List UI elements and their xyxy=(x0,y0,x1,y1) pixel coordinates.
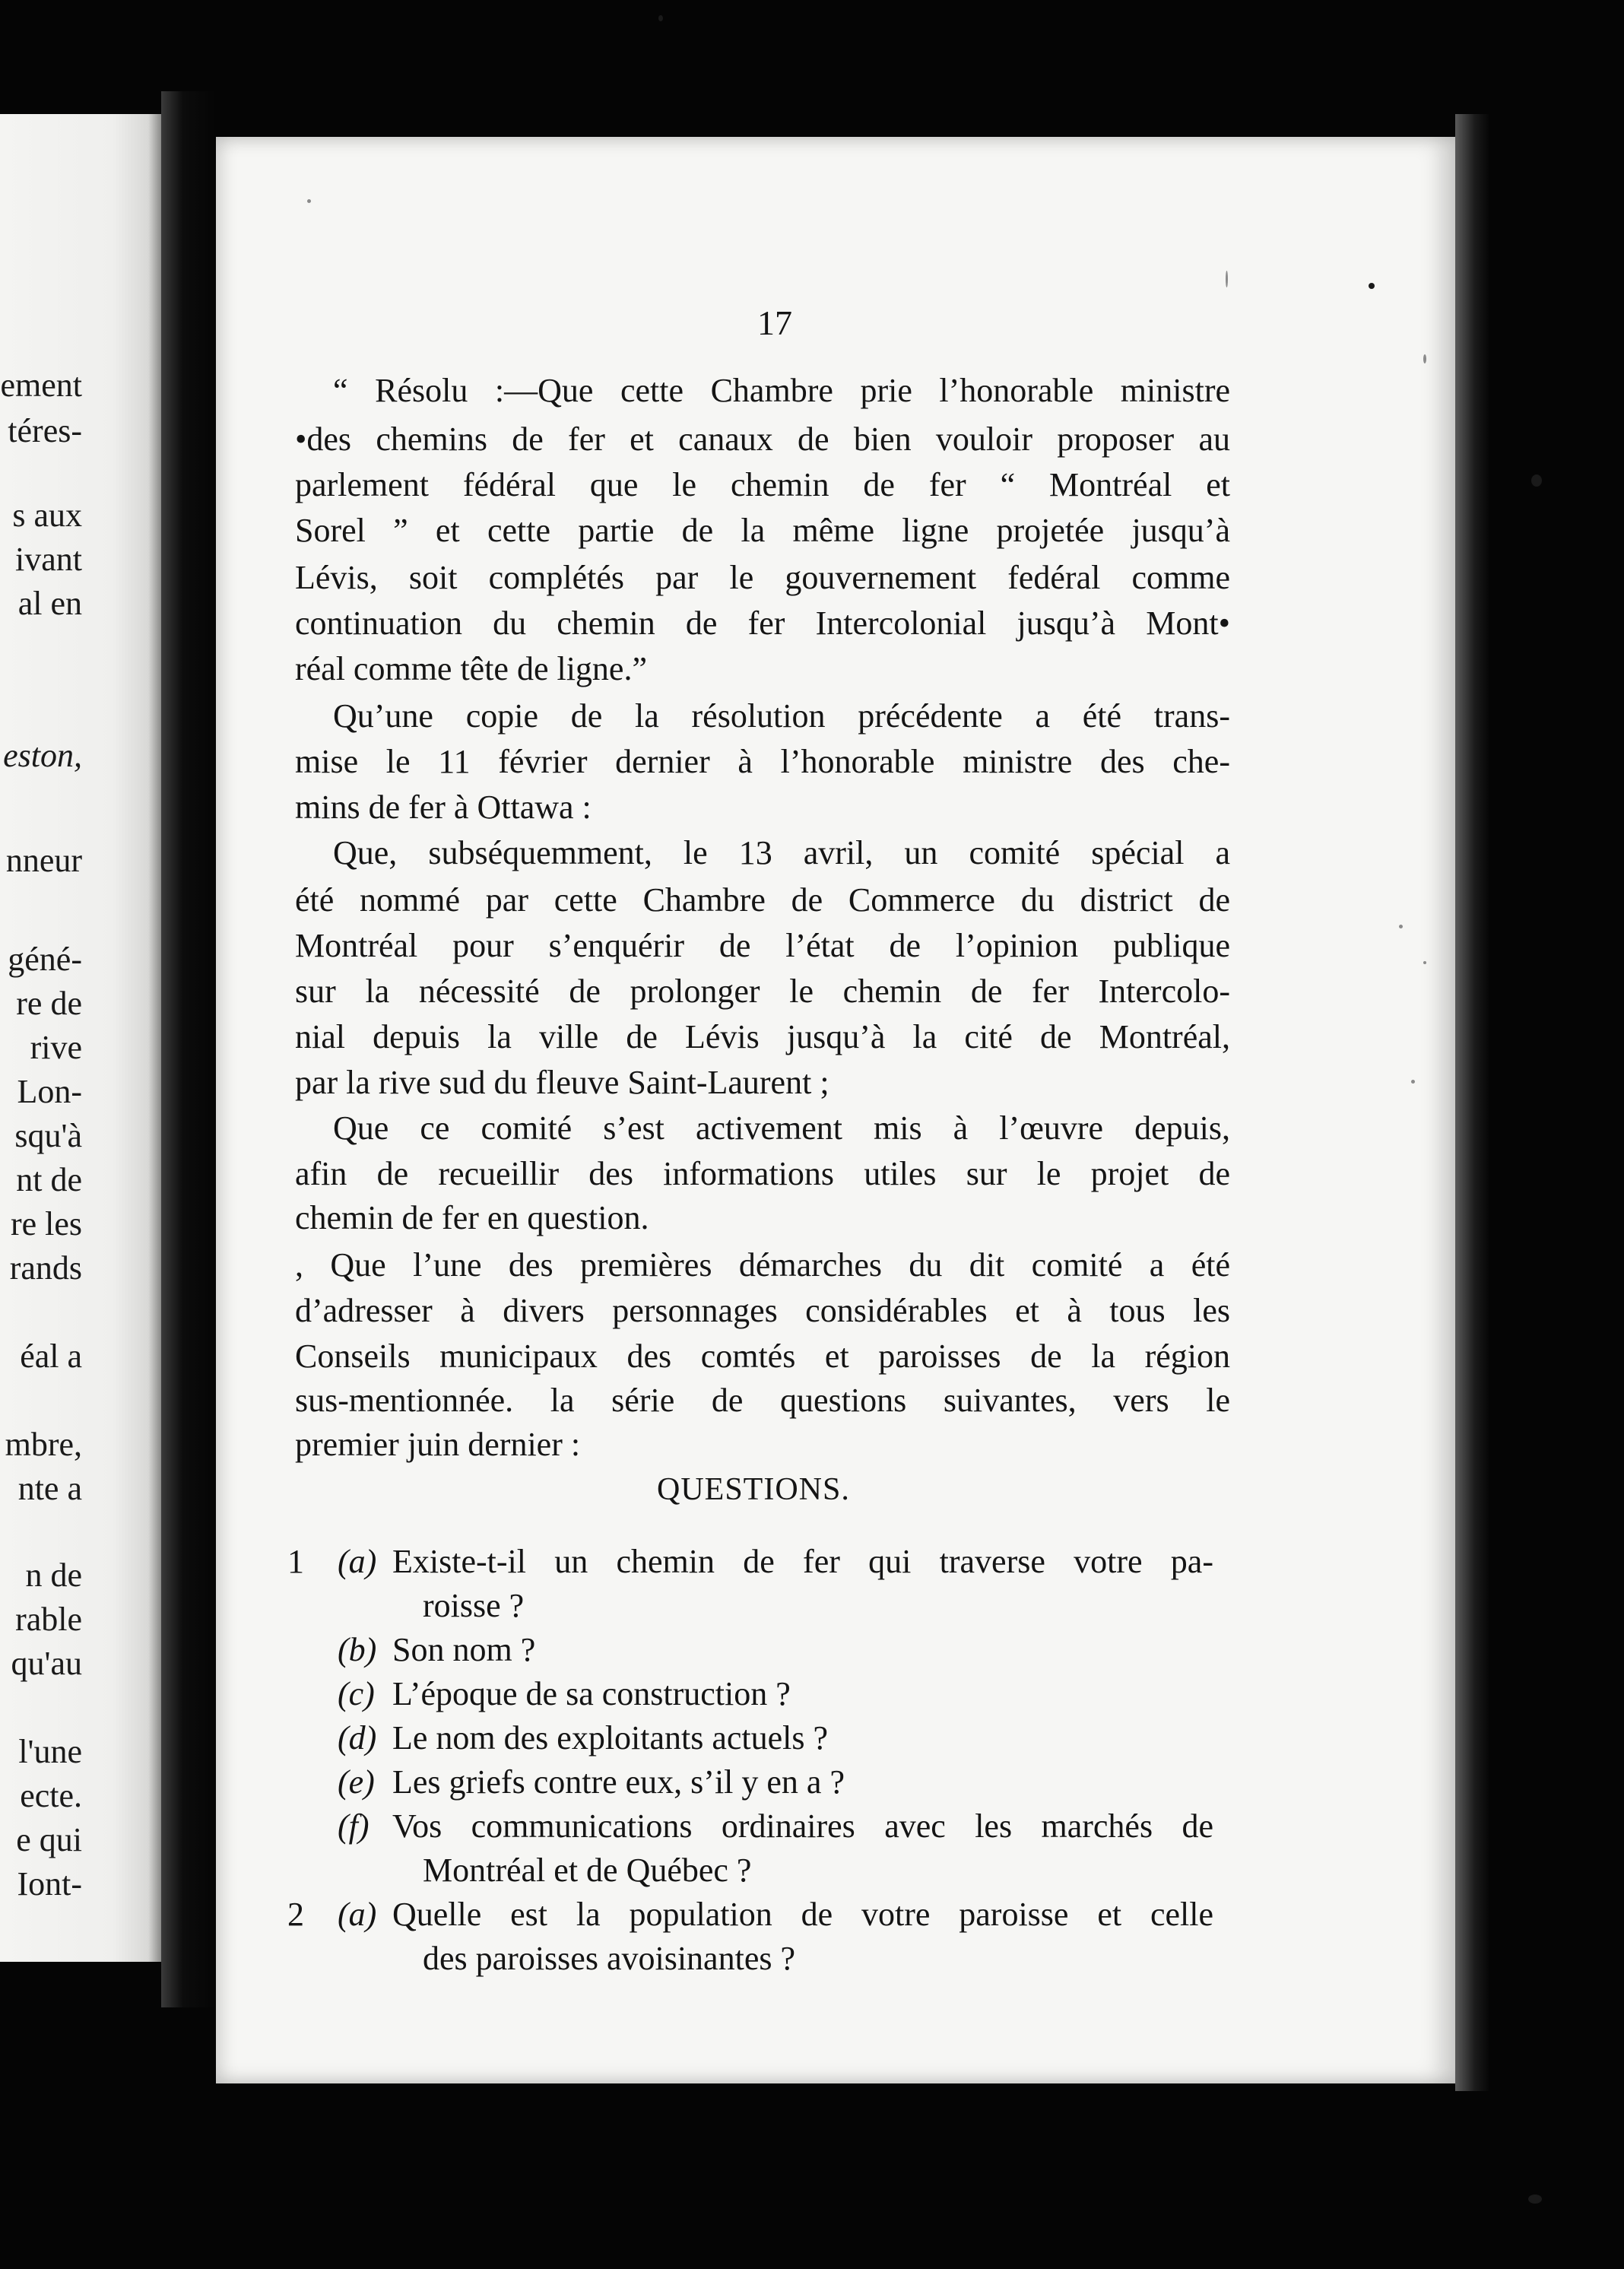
body-line: Qu’une copie de la résolution précédente a été trans- xyxy=(333,697,1230,735)
facing-page-line: nt de xyxy=(16,1161,82,1198)
question-letter: (a) xyxy=(338,1896,377,1933)
question-letter: (d) xyxy=(338,1719,377,1756)
question-text: Vos communications ordinaires avec les marchés de xyxy=(392,1807,1213,1845)
facing-page-line: ement xyxy=(0,367,82,404)
body-line: réal comme tête de ligne.” xyxy=(295,650,647,687)
question-text: Quelle est la population de votre paroisse et celle xyxy=(392,1896,1213,1933)
facing-page-line: eston, xyxy=(3,737,82,774)
facing-page-line: s aux xyxy=(12,497,82,534)
body-line: Conseils municipaux des comtés et paroisses de la région xyxy=(295,1338,1230,1375)
scan-speck xyxy=(1528,2194,1542,2204)
facing-page-line: e qui xyxy=(16,1821,82,1858)
body-line: sus-mentionnée. la série de questions suivantes, vers le xyxy=(295,1382,1230,1419)
body-line: mins de fer à Ottawa : xyxy=(295,789,592,826)
facing-page-line: n de xyxy=(25,1557,82,1594)
body-line: sur la nécessité de prolonger le chemin de fer Intercolo- xyxy=(295,973,1230,1010)
scan-speck xyxy=(1369,283,1375,289)
scan-speck xyxy=(307,199,311,203)
question-text: Les griefs contre eux, s’il y en a ? xyxy=(392,1763,845,1801)
facing-page-line: re les xyxy=(10,1205,82,1242)
facing-page-line: nte a xyxy=(17,1470,82,1507)
facing-page-line: re de xyxy=(16,985,82,1022)
section-heading: QUESTIONS. xyxy=(657,1472,850,1507)
scan-speck xyxy=(658,15,663,21)
question-letter: (f) xyxy=(338,1807,370,1845)
facing-page-line: ecte. xyxy=(20,1777,82,1814)
facing-page-line: éal a xyxy=(20,1338,82,1375)
scan-speck xyxy=(1411,1080,1415,1084)
facing-page-line: Iont- xyxy=(17,1865,82,1902)
facing-page-line: rive xyxy=(30,1029,82,1066)
body-line: Que ce comité s’est activement mis à l’œuvre depuis, xyxy=(333,1109,1230,1147)
body-line: , Que l’une des premières démarches du dit comité a été xyxy=(295,1246,1230,1284)
body-line: par la rive sud du fleuve Saint-Laurent ; xyxy=(295,1064,829,1101)
body-line: •des chemins de fer et canaux de bien vouloir proposer au xyxy=(295,420,1230,458)
scan-speck xyxy=(1423,961,1426,964)
question-text: Son nom ? xyxy=(392,1631,536,1668)
body-line: nial depuis la ville de Lévis jusqu’à la cité de Montréal, xyxy=(295,1018,1230,1055)
question-letter: (a) xyxy=(338,1543,377,1580)
scan-speck xyxy=(1423,354,1426,363)
body-line: Que, subséquemment, le 13 avril, un comité spécial a xyxy=(333,834,1230,871)
facing-page-line: l'une xyxy=(18,1733,82,1770)
facing-page-line: squ'à xyxy=(14,1117,82,1154)
scan-speck xyxy=(1531,474,1542,487)
page-edge-shadow xyxy=(1455,114,1489,2091)
facing-page-line: rands xyxy=(9,1249,82,1287)
body-line: continuation du chemin de fer Intercolonial jusqu’à Mont• xyxy=(295,605,1230,642)
body-line: afin de recueillir des informations utiles sur le projet de xyxy=(295,1155,1230,1192)
body-line: mise le 11 février dernier à l’honorable ministre des che- xyxy=(295,743,1230,780)
body-line: d’adresser à divers personnages considérables et à tous les xyxy=(295,1292,1230,1329)
facing-page xyxy=(0,114,161,1962)
facing-page-line: mbre, xyxy=(5,1426,82,1463)
facing-page-line: géné- xyxy=(8,941,82,978)
body-line: premier juin dernier : xyxy=(295,1426,581,1463)
page-number: 17 xyxy=(757,303,792,342)
question-text: Le nom des exploitants actuels ? xyxy=(392,1719,829,1756)
question-continuation: des paroisses avoisinantes ? xyxy=(423,1940,795,1977)
question-number: 2 xyxy=(287,1896,304,1933)
book-gutter xyxy=(161,91,216,2007)
body-line: Lévis, soit complétés par le gouvernement fedéral comme xyxy=(295,559,1230,596)
body-line: Montréal pour s’enquérir de l’état de l’opinion publique xyxy=(295,927,1230,964)
body-line: parlement fédéral que le chemin de fer “ Montréal et xyxy=(295,466,1230,503)
scan-speck xyxy=(1226,271,1228,287)
question-number: 1 xyxy=(287,1543,304,1580)
question-text: L’époque de sa construction ? xyxy=(392,1675,791,1712)
body-line: été nommé par cette Chambre de Commerce du district de xyxy=(295,881,1230,919)
facing-page-line: téres- xyxy=(8,412,82,449)
scan-speck xyxy=(1399,925,1403,928)
body-line: chemin de fer en question. xyxy=(295,1199,649,1236)
facing-page-line: qu'au xyxy=(11,1645,82,1682)
facing-page-line: ivant xyxy=(15,541,82,578)
body-line: Sorel ” et cette partie de la même ligne projetée jusqu’à xyxy=(295,512,1230,549)
facing-page-line: nneur xyxy=(5,842,82,879)
facing-page-line: al en xyxy=(17,585,82,622)
facing-page-line: Lon- xyxy=(17,1073,82,1110)
body-line: “ Résolu :—Que cette Chambre prie l’honorable ministre xyxy=(333,372,1230,409)
question-text: Existe-t-il un chemin de fer qui traverse votre pa- xyxy=(392,1543,1213,1580)
question-letter: (b) xyxy=(338,1631,377,1668)
facing-page-line: rable xyxy=(15,1601,82,1638)
question-continuation: Montréal et de Québec ? xyxy=(423,1852,752,1889)
question-letter: (c) xyxy=(338,1675,375,1712)
question-letter: (e) xyxy=(338,1763,375,1801)
question-continuation: roisse ? xyxy=(423,1587,525,1624)
